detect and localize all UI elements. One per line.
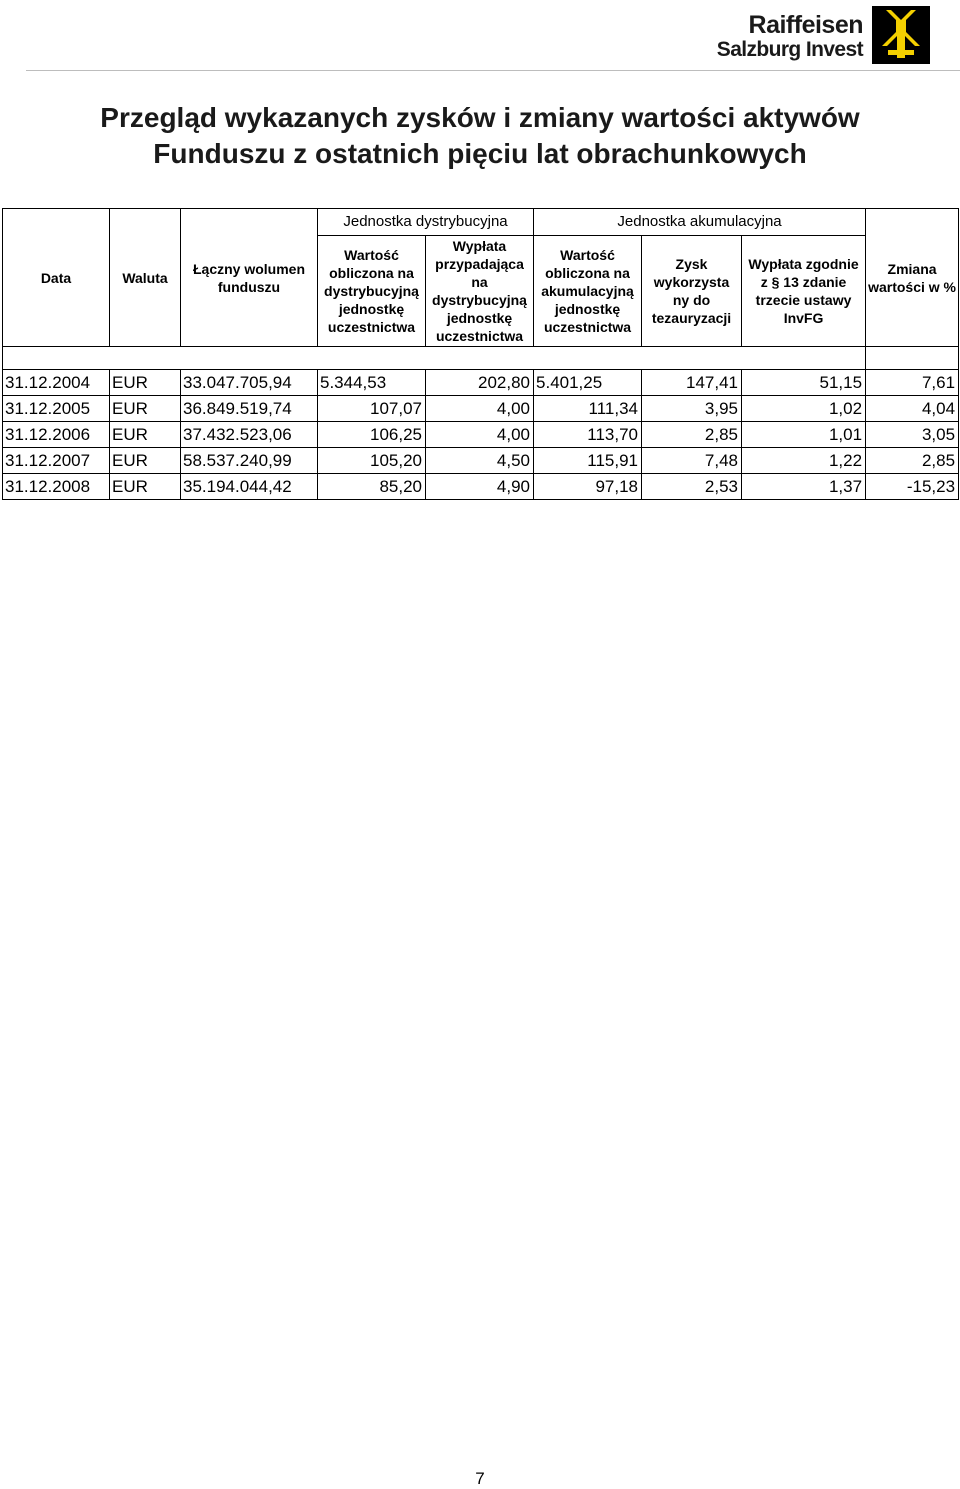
cell-value-change: 3,05: [866, 422, 959, 448]
cell-acc-payout: 1,37: [742, 474, 866, 500]
cell-currency: EUR: [110, 396, 181, 422]
cell-acc-value: 111,34: [534, 396, 642, 422]
col-header-dist-payout: Wypłata przypadająca na dystrybucyjną jednostkę uczestnictwa: [426, 236, 534, 347]
cell-acc-payout: 51,15: [742, 370, 866, 396]
col-header-date: Data: [3, 209, 110, 347]
page-title: [0, 100, 960, 172]
cell-dist-payout: 4,90: [426, 474, 534, 500]
table-spacer-row: [3, 347, 959, 370]
cell-value-change: 7,61: [866, 370, 959, 396]
cell-dist-value: 105,20: [318, 448, 426, 474]
cell-value-change: 4,04: [866, 396, 959, 422]
brand-wordmark: [717, 12, 863, 62]
cell-value-change: 2,85: [866, 448, 959, 474]
col-header-value-change: Zmiana wartości w %: [866, 209, 959, 347]
header-rule: [26, 70, 960, 71]
cell-acc-payout: 1,22: [742, 448, 866, 474]
cell-currency: EUR: [110, 370, 181, 396]
cell-dist-value: 5.344,53: [318, 370, 426, 396]
page-title-line-1: Przegląd wykazanych zysków i zmiany wartości aktywów: [100, 102, 860, 133]
table-row: [3, 396, 959, 422]
page-title-line-2: Funduszu z ostatnich pięciu lat obrachunkowych: [153, 138, 807, 169]
cell-acc-profit: 2,85: [642, 422, 742, 448]
cell-acc-profit: 3,95: [642, 396, 742, 422]
page-number: 7: [475, 1469, 485, 1488]
raiffeisen-gable-cross-icon: [872, 6, 930, 64]
table-row: [3, 422, 959, 448]
cell-total-volume: 33.047.705,94: [181, 370, 318, 396]
cell-total-volume: 36.849.519,74: [181, 396, 318, 422]
table-row: [3, 448, 959, 474]
col-header-acc-value: Wartość obliczona na akumulacyjną jednostkę uczestnictwa: [534, 236, 642, 347]
group-header-distribution: Jednostka dystrybucyjna: [318, 209, 534, 236]
cell-value-change: -15,23: [866, 474, 959, 500]
brand-line-2: Salzburg Invest: [716, 38, 863, 61]
page-header: [0, 0, 960, 80]
cell-dist-payout: 202,80: [426, 370, 534, 396]
col-header-currency: Waluta: [110, 209, 181, 347]
table-row: [3, 474, 959, 500]
cell-currency: EUR: [110, 474, 181, 500]
cell-acc-profit: 7,48: [642, 448, 742, 474]
cell-date: 31.12.2006: [3, 422, 110, 448]
table-row: [3, 370, 959, 396]
cell-date: 31.12.2004: [3, 370, 110, 396]
cell-acc-payout: 1,01: [742, 422, 866, 448]
group-header-accumulation: Jednostka akumulacyjna: [534, 209, 866, 236]
col-header-acc-payout: Wypłata zgodnie z § 13 zdanie trzecie ustawy InvFG: [742, 236, 866, 347]
cell-date: 31.12.2007: [3, 448, 110, 474]
cell-acc-profit: 147,41: [642, 370, 742, 396]
col-header-total-volume: Łączny wolumen funduszu: [181, 209, 318, 347]
fund-overview-table: [2, 208, 959, 500]
brand-line-1: Raiffeisen: [748, 11, 863, 39]
cell-acc-value: 115,91: [534, 448, 642, 474]
cell-dist-value: 85,20: [318, 474, 426, 500]
col-header-dist-value: Wartość obliczona na dystrybucyjną jednostkę uczestnictwa: [318, 236, 426, 347]
cell-acc-profit: 2,53: [642, 474, 742, 500]
cell-dist-payout: 4,00: [426, 396, 534, 422]
cell-total-volume: 58.537.240,99: [181, 448, 318, 474]
cell-currency: EUR: [110, 448, 181, 474]
cell-dist-value: 106,25: [318, 422, 426, 448]
cell-dist-payout: 4,00: [426, 422, 534, 448]
col-header-acc-profit: Zysk wykorzysta ny do tezauryzacji: [642, 236, 742, 347]
cell-total-volume: 37.432.523,06: [181, 422, 318, 448]
cell-acc-value: 5.401,25: [534, 370, 642, 396]
cell-dist-payout: 4,50: [426, 448, 534, 474]
cell-total-volume: 35.194.044,42: [181, 474, 318, 500]
cell-dist-value: 107,07: [318, 396, 426, 422]
cell-acc-value: 97,18: [534, 474, 642, 500]
cell-date: 31.12.2005: [3, 396, 110, 422]
cell-date: 31.12.2008: [3, 474, 110, 500]
cell-acc-value: 113,70: [534, 422, 642, 448]
cell-currency: EUR: [110, 422, 181, 448]
cell-acc-payout: 1,02: [742, 396, 866, 422]
